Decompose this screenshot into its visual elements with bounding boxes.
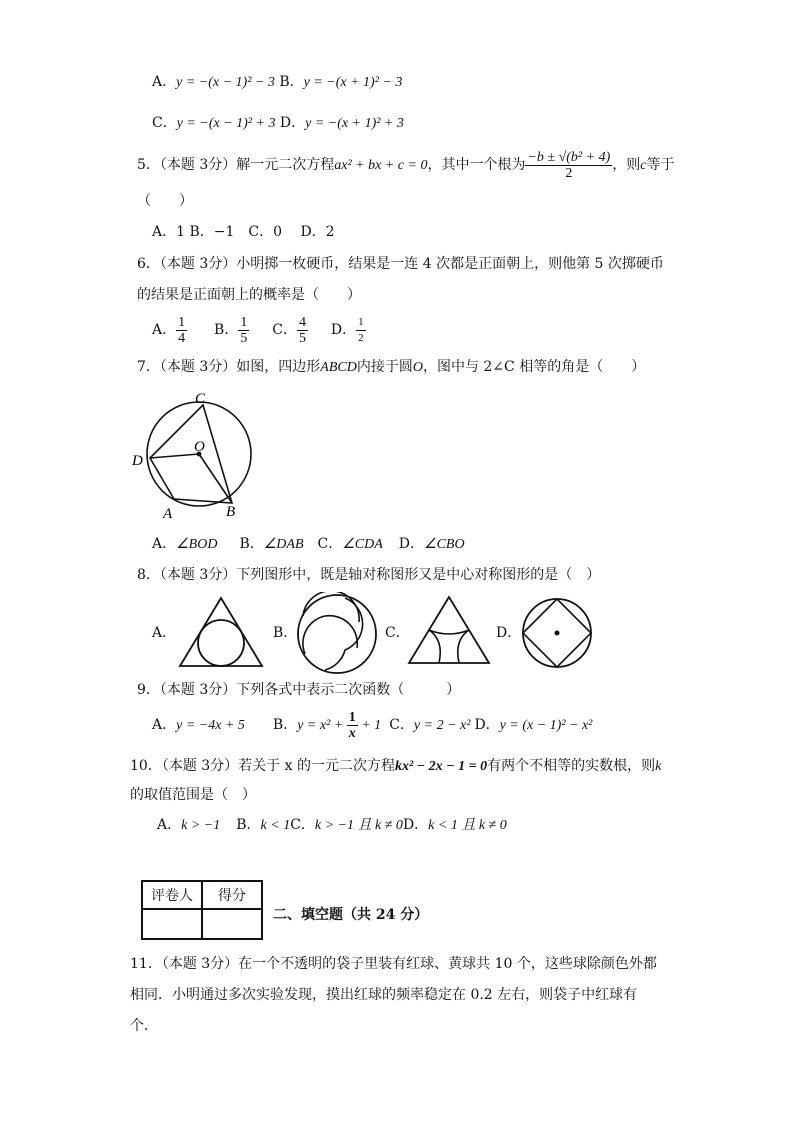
q4-optC: y = −(x − 1)² + 3 (176, 116, 276, 131)
q6-optA-den: 4 (178, 330, 186, 346)
q9-optB-den: x (348, 725, 356, 741)
q11-stem-line1: 11．（本题 3分）在一个不透明的袋子里装有红球、黄球共 10 个，这些球除颜色外都 (130, 956, 657, 972)
q7-optC: ∠CDA (342, 537, 383, 552)
q7-optA-label: A． (152, 536, 177, 552)
section2-title: 二、填空题（共 24 分） (273, 907, 429, 923)
q7-circle-name: O (412, 360, 423, 375)
q7-stem-b: 内接于圆 (356, 359, 413, 375)
q7-stem-c: ，图中与 2∠C 相等的角是（ ） (422, 359, 646, 375)
q6-optB-frac (238, 315, 249, 346)
q10-optC: k > −1 且 k ≠ 0 (314, 818, 403, 833)
q8-optD-center-dot (555, 631, 560, 636)
q8-optC-figure (406, 594, 492, 666)
q4-optD-label: D． (279, 115, 306, 131)
q11-stem-line3: 个． (130, 1018, 158, 1034)
q4-optA: y = −(x − 1)² − 3 (176, 75, 275, 90)
q8-optC-triangle (409, 597, 489, 663)
q9-optB-frac (347, 710, 358, 741)
q7-label-A: A (163, 506, 173, 522)
q10-optD-label: D． (402, 817, 429, 833)
q6-optA-frac (176, 315, 187, 346)
q7-label-B: B (226, 504, 236, 520)
q9-optB-label: B． (272, 717, 298, 733)
grader-label: 评卷人 (142, 881, 202, 909)
q7-label-O: O (194, 439, 205, 455)
q8-optC-label: C． (385, 625, 410, 641)
q9-optC-label: C． (389, 717, 414, 733)
q6-optD-label: D． (330, 322, 357, 338)
q8-optB-label: B． (273, 625, 298, 641)
q5-root-denominator: 2 (565, 165, 573, 181)
q8-optB-figure (295, 592, 379, 676)
score-cell[interactable] (202, 909, 262, 939)
q8-optA-triangle (180, 598, 262, 666)
q10-options (157, 816, 507, 835)
q10-optC-label: C． (290, 817, 315, 833)
q10-optB: k < 1 (260, 818, 291, 833)
q6-optB-num: 1 (240, 314, 248, 330)
q5-equation: ax² + bx + c = 0 (334, 158, 428, 173)
q6-optA-num: 1 (178, 314, 186, 330)
q7-label-D: D (132, 453, 143, 469)
q9-stem: 9．（本题 3分）下列各式中表示二次函数（ ） (137, 682, 461, 698)
q10-equation: kx² − 2x − 1 = 0 (394, 759, 488, 774)
q4-optA-label: A． (152, 74, 177, 90)
q8-optA-incircle (198, 620, 244, 666)
q5-stem (137, 148, 674, 183)
q10-stem-a: 10．（本题 3分）若关于 x 的一元二次方程 (130, 758, 395, 774)
q6-optA-label: A． (152, 322, 177, 338)
q7-optC-label: C． (317, 536, 343, 552)
q8-optA-label: A． (152, 625, 177, 641)
q6-optD-den: 2 (358, 331, 364, 344)
q4-optB-label: B． (279, 74, 304, 90)
q4-options-row2 (152, 114, 404, 133)
q8-optA-figure (176, 595, 266, 670)
q8-stem: 8．（本题 3分）下列图形中，既是轴对称图形又是中心对称图形的是（ ） (137, 567, 601, 583)
q7-options (152, 535, 465, 554)
q5-bracket: （ ） (137, 193, 193, 209)
grader-cell[interactable] (142, 909, 202, 939)
q10-stem-line2: 的取值范围是（ ） (130, 787, 256, 803)
q7-segment-OB (199, 454, 232, 503)
q5-stem-a: 5．（本题 3分）解一元二次方程 (137, 157, 335, 173)
q7-optB-label: B． (239, 536, 264, 552)
q7-stem (137, 358, 645, 377)
q5-root-fraction (525, 150, 612, 181)
q8-optD-figure (519, 596, 595, 672)
q10-optA-label: A． (157, 817, 182, 833)
q7-optA: ∠BOD (176, 537, 218, 552)
q4-options-row1 (152, 73, 402, 92)
q8-optB-arc1 (303, 592, 359, 622)
q9-optA: y = −4x + 5 (176, 718, 245, 733)
q9-optA-label: A． (152, 717, 177, 733)
q5-stem-b: ，其中一个根为 (427, 157, 526, 173)
q6-optC-frac (297, 315, 308, 346)
q9-optD-label: D． (474, 717, 500, 733)
q9-optB-num: 1 (348, 709, 356, 725)
score-label: 得分 (202, 881, 262, 909)
q9-optB-post: + 1 (357, 718, 382, 733)
q11-stem-line2: 相同．小明通过多次实验发现，摸出红球的频率稳定在 0.2 左右，则袋子中红球有 (130, 987, 638, 1003)
q7-optD-label: D． (398, 536, 425, 552)
q7-segment-OD (150, 454, 199, 458)
q7-quad: ABCD (320, 360, 357, 375)
q6-optC-den: 5 (298, 330, 306, 346)
q7-circle-figure (128, 385, 258, 525)
q6-optB-label: B． (214, 322, 239, 338)
q7-optD: ∠CBO (424, 537, 465, 552)
q10-stem-line1 (130, 757, 661, 776)
q8-optD-label: D． (496, 625, 522, 641)
q9-optC: y = 2 − x² (413, 718, 471, 733)
q6-optB-den: 5 (240, 330, 248, 346)
q5-stem-c: ，则 (612, 157, 641, 173)
q9-optD: y = (x − 1)² − x² (499, 718, 593, 733)
q6-optD-frac (356, 315, 366, 346)
q8-optC-arc-top (429, 630, 469, 634)
q4-optB: y = −(x + 1)² − 3 (303, 75, 403, 90)
q10-var-k: k (655, 759, 662, 774)
q6-optD-num: 1 (356, 315, 366, 331)
q5-stem-d: 等于 (646, 157, 675, 173)
q8-optC-arc-right (458, 630, 469, 663)
q9-optB-pre: y = x² + (297, 718, 347, 733)
q6-stem-line2: 的结果是正面朝上的概率是（ ） (137, 287, 361, 303)
q8-optC-arc-left (429, 630, 440, 663)
q5-options: A．1 B．−1 C．0 D．2 (152, 224, 335, 240)
q6-optC-num: 4 (298, 314, 306, 330)
q4-optD: y = −(x + 1)² + 3 (305, 116, 404, 131)
q10-optA: k > −1 (181, 818, 221, 833)
q6-stem-line1: 6．（本题 3分）小明掷一枚硬币，结果是一连 4 次都是正面朝上，则他第 5 次掷硬币 (137, 256, 664, 272)
q7-stem-a: 7．（本题 3分）如图，四边形 (137, 359, 321, 375)
score-table (141, 880, 263, 940)
q6-options (152, 314, 366, 346)
q7-label-C: C (195, 391, 206, 407)
q7-optB: ∠DAB (263, 537, 304, 552)
q9-options (152, 708, 592, 743)
q5-var-c: c (640, 158, 647, 173)
q5-root-numerator: −b ± √(b² + 4) (527, 149, 611, 165)
q8-optB-outer-circle (298, 595, 376, 673)
q4-optC-label: C． (152, 115, 177, 131)
q10-optD: k < 1 且 k ≠ 0 (428, 818, 507, 833)
q6-optC-label: C． (272, 322, 297, 338)
q10-stem-b: 有两个不相等的实数根，则 (487, 758, 656, 774)
q10-optB-label: B． (236, 817, 261, 833)
